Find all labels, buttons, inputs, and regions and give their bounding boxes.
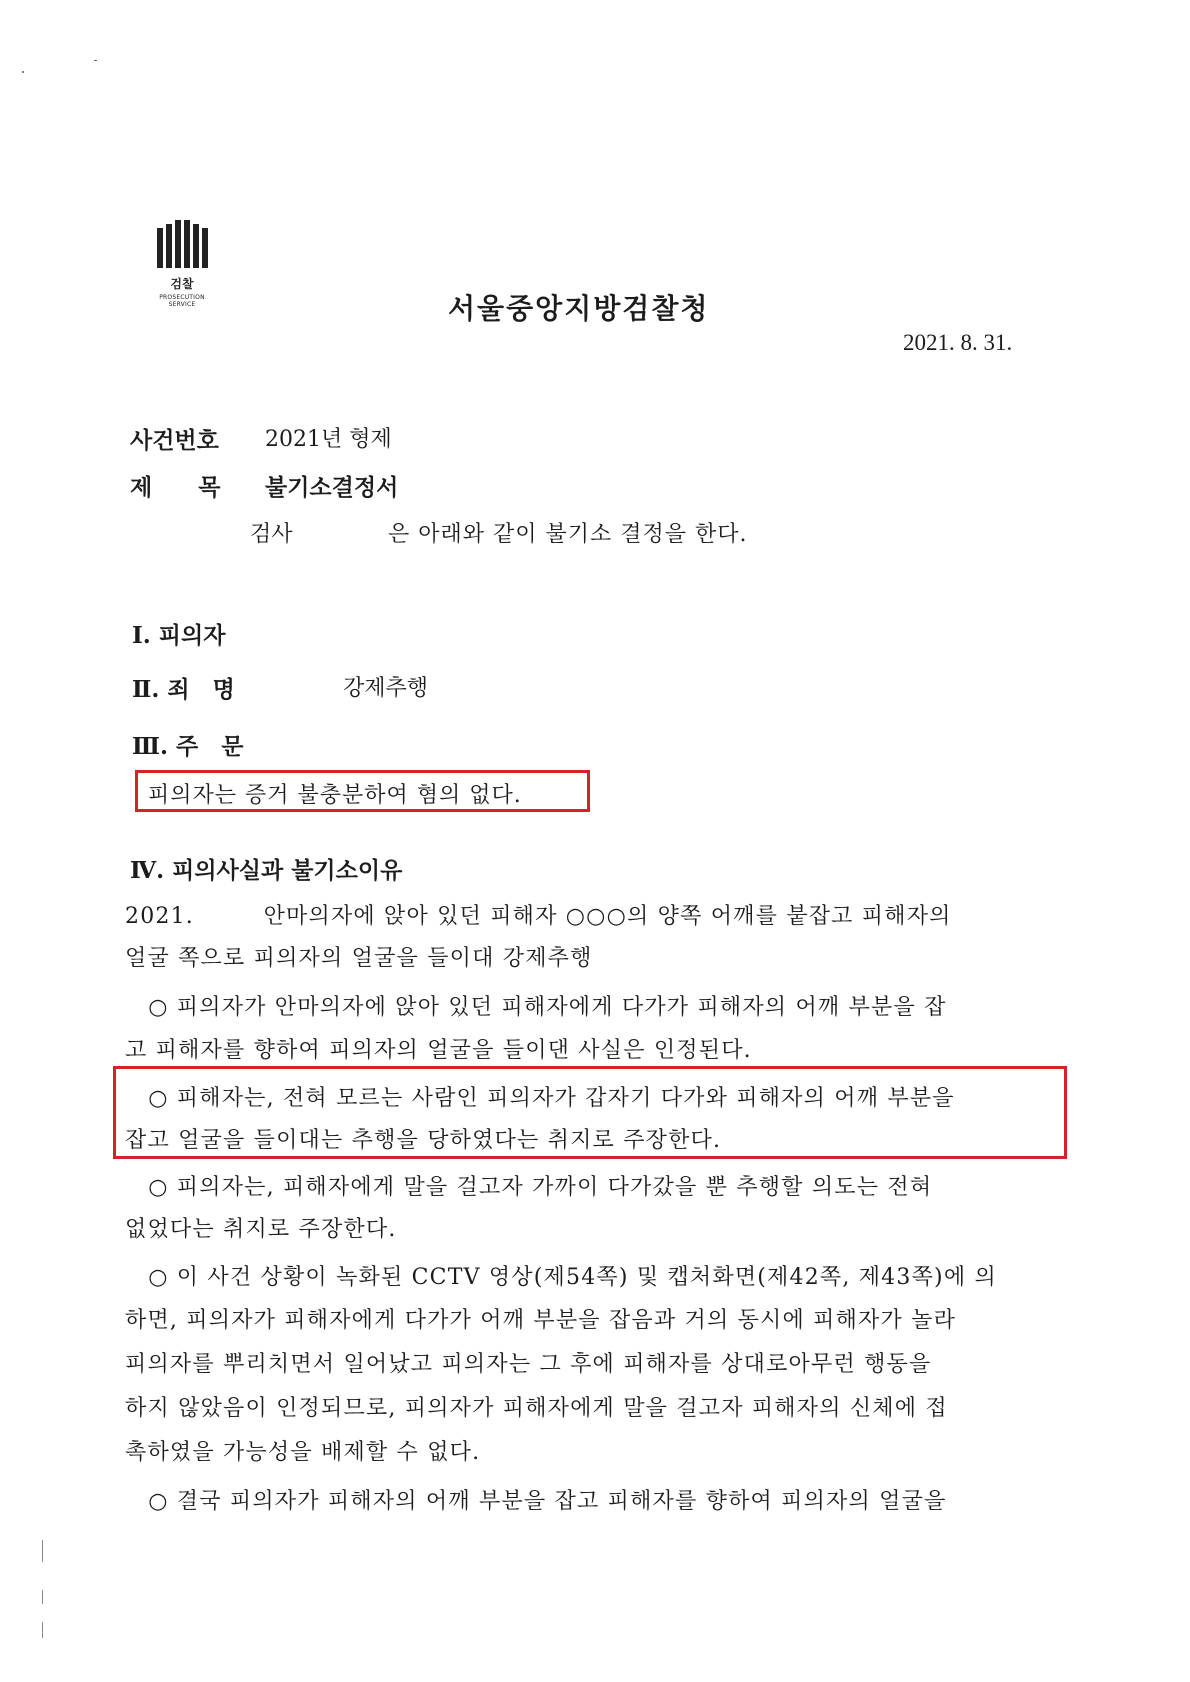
body-line: 하면, 피의자가 피해자에게 다가가 어깨 부분을 잡음과 거의 동시에 피해자가 놀라: [125, 1308, 957, 1333]
decision-sentence: 은 아래와 같이 불기소 결정을 한다.: [388, 522, 748, 547]
scan-speck: [22, 71, 24, 73]
title-label: 제 목: [130, 474, 221, 501]
case-number-label: 사건번호: [130, 427, 219, 454]
charge-value: 강제추행: [343, 676, 429, 701]
body-line: 2021. 안마의자에 앉아 있던 피해자 ○○○의 양쪽 어깨를 붙잡고 피해자의: [125, 904, 952, 929]
body-line: 없었다는 취지로 주장한다.: [125, 1217, 397, 1242]
logo-subtitle: PROSECUTION SERVICE: [159, 294, 205, 308]
body-line: ○ 피해자는, 전혀 모르는 사람인 피의자가 갑자기 다가와 피해자의 어깨 부분을: [125, 1086, 955, 1111]
case-number-value: 2021년 형제: [265, 427, 392, 452]
office-title: 서울중앙지방검찰청: [448, 292, 710, 325]
section-ruling-heading: Ⅲ. 주 문: [132, 733, 244, 760]
logo-name: 검찰: [170, 277, 194, 291]
document-date: 2021. 8. 31.: [903, 330, 1013, 355]
scan-edge-mark: [42, 1540, 43, 1562]
body-line: 잡고 얼굴을 들이대는 추행을 당하였다는 취지로 주장한다.: [125, 1128, 722, 1153]
body-line: ○ 이 사건 상황이 녹화된 CCTV 영상(제54쪽) 및 캡처화면(제42쪽, 제43쪽)에 의: [125, 1265, 997, 1290]
prosecution-logo: [147, 220, 217, 308]
section-charge-heading: Ⅱ. 죄 명: [132, 676, 235, 703]
ruling-text: 피의자는 증거 불충분하여 혐의 없다.: [148, 783, 522, 808]
scan-speck: [94, 60, 97, 61]
prosecutor-label: 검사: [250, 522, 293, 547]
title-value: 불기소결정서: [265, 474, 399, 501]
body-line: 촉하였을 가능성을 배제할 수 없다.: [125, 1440, 481, 1465]
section-facts-heading: Ⅳ. 피의사실과 불기소이유: [130, 857, 403, 884]
body-line: ○ 결국 피의자가 피해자의 어깨 부분을 잡고 피해자를 향하여 피의자의 얼굴을: [125, 1489, 947, 1514]
body-line: 얼굴 쪽으로 피의자의 얼굴을 들이대 강제추행: [125, 946, 593, 971]
body-line: ○ 피의자가 안마의자에 앉아 있던 피해자에게 다가가 피해자의 어깨 부분을 잡: [125, 995, 947, 1020]
section-suspect-heading: Ⅰ. 피의자: [132, 622, 226, 649]
body-line: ○ 피의자는, 피해자에게 말을 걸고자 가까이 다가갔을 뿐 추행할 의도는 전혀: [125, 1175, 933, 1200]
prosecution-emblem-icon: [147, 220, 217, 268]
scan-edge-mark: [42, 1590, 43, 1604]
body-line: 고 피해자를 향하여 피의자의 얼굴을 들이댄 사실은 인정된다.: [125, 1038, 752, 1063]
scan-edge-mark: [42, 1622, 43, 1638]
body-line: 하지 않았음이 인정되므로, 피의자가 피해자에게 말을 걸고자 피해자의 신체에 접: [125, 1396, 948, 1421]
body-line: 피의자를 뿌리치면서 일어났고 피의자는 그 후에 피해자를 상대로아무런 행동을: [125, 1352, 932, 1377]
